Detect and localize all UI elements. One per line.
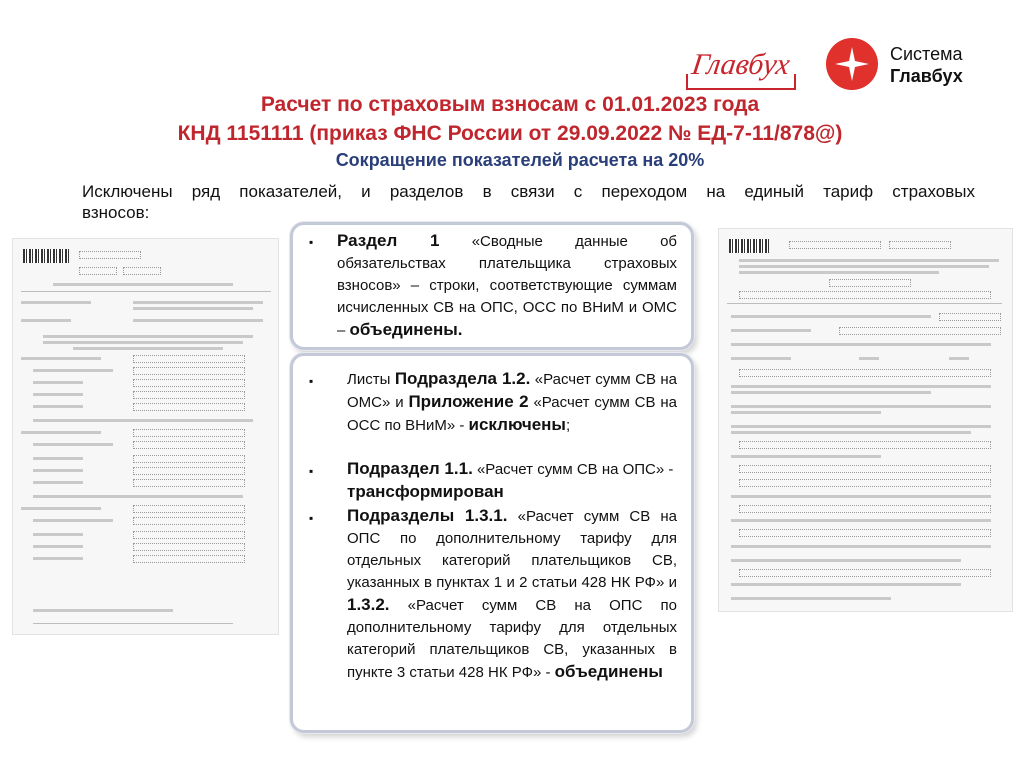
star-icon [826, 38, 878, 90]
scanned-form-left [12, 238, 279, 635]
glavbuh-logo-text: Главбух [689, 48, 792, 81]
section1-heading: Раздел 1 [337, 231, 440, 250]
subsection-item-2: Подраздел 1.1. «Расчет сумм СВ на ОПС» - трансформирован [347, 459, 674, 501]
info-box-section1 [290, 222, 694, 350]
bullet-icon: ▪ [309, 235, 314, 249]
glavbuh-logo [680, 34, 805, 96]
info-box-subsections [290, 353, 694, 733]
section1-text [337, 230, 677, 342]
intro-line2: взносов: [82, 203, 150, 222]
glavbuh-logo-frame [686, 74, 796, 90]
barcode-icon [23, 249, 69, 263]
barcode-icon [729, 239, 769, 253]
page-title-line1: Расчет по страховым взносам с 01.01.2023 года [260, 93, 760, 116]
bullet-icon: ▪ [309, 374, 314, 388]
subsection-item-3: Подразделы 1.3.1. «Расчет сумм СВ на ОПС по дополнительному тарифу для отдельных категорий плательщиков СВ, указанных в пунктах 1 и 2 статьи 428 НК РФ» и 1.3.2. «Расчет сумм СВ на ОПС по дополнительному тарифу для отдельных категорий плательщиков СВ, указанных в пункте 3 статьи 428 НК РФ» - объединены [347, 506, 677, 681]
bullet-icon: ▪ [309, 464, 314, 478]
section1-body: «Сводные данные об обязательствах плательщика страховых взносов» – строки, соответствующие суммам исчисленных СВ на ОПС, ОСС по ВНиМ и ОМС – [337, 233, 678, 339]
sistema-label: Система [890, 44, 963, 64]
section1-result: объединены. [349, 320, 463, 339]
page-title-line2: КНД 1151111 (приказ ФНС России от 29.09.2022 № ЕД-7-11/878@) [177, 122, 843, 145]
sistema-glavbuh-logo [826, 38, 1006, 94]
subsection-item-1: Листы Подраздела 1.2. «Расчет сумм СВ на ОМС» и Приложение 2 «Расчет сумм СВ на ОСС по ВНиМ» - исключены; [347, 369, 678, 434]
glavbuh-label: Главбух [890, 66, 963, 86]
intro-line1: Исключены ряд показателей, и разделов в связи с переходом на единый тариф страховых [82, 182, 975, 201]
bullet-icon: ▪ [309, 511, 314, 525]
scanned-form-right [718, 228, 1013, 612]
page-subtitle: Сокращение показателей расчета на 20% [335, 150, 705, 170]
